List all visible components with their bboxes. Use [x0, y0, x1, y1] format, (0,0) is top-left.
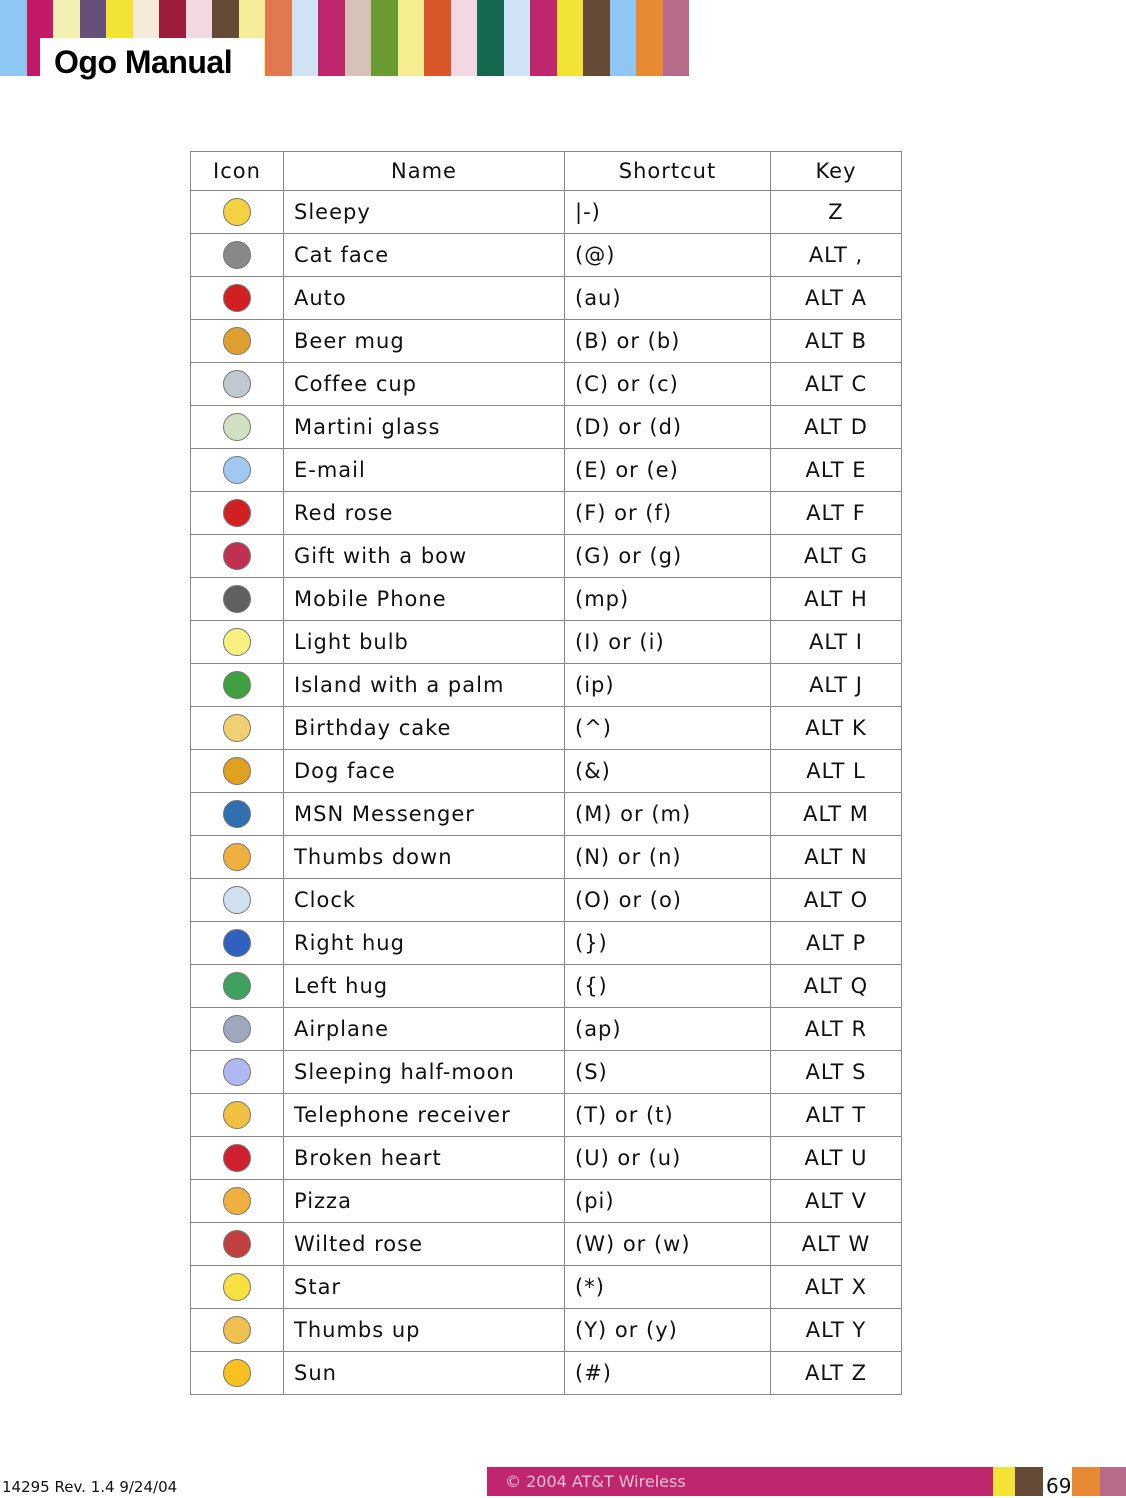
shortcut-cell: (E) or (e) [565, 449, 771, 492]
island-palm-icon [223, 671, 251, 699]
name-cell: Left hug [284, 965, 565, 1008]
airplane-icon [223, 1015, 251, 1043]
footer-stripe [1072, 1467, 1100, 1496]
icon-cell [191, 449, 284, 492]
table-row [191, 793, 902, 836]
name-cell: Coffee cup [284, 363, 565, 406]
color-stripe [557, 0, 584, 76]
table-row [191, 449, 902, 492]
name-cell: Pizza [284, 1180, 565, 1223]
icon-cell [191, 1352, 284, 1395]
key-cell: ALT D [771, 406, 902, 449]
key-cell: ALT V [771, 1180, 902, 1223]
shortcut-cell: (*) [565, 1266, 771, 1309]
emoticon-table [190, 151, 902, 1395]
table-row [191, 836, 902, 879]
key-cell: ALT , [771, 234, 902, 277]
icon-cell [191, 750, 284, 793]
shortcut-cell: (B) or (b) [565, 320, 771, 363]
name-cell: Sleeping half-moon [284, 1051, 565, 1094]
table-row [191, 664, 902, 707]
footer-stripe [993, 1467, 1015, 1496]
table-row [191, 234, 902, 277]
table-row [191, 1051, 902, 1094]
shortcut-cell: (N) or (n) [565, 836, 771, 879]
document-revision: 14295 Rev. 1.4 9/24/04 [2, 1478, 178, 1496]
left-hug-icon [223, 972, 251, 1000]
table-row [191, 535, 902, 578]
icon-cell [191, 578, 284, 621]
half-moon-icon [223, 1058, 251, 1086]
shortcut-cell: (W) or (w) [565, 1223, 771, 1266]
key-cell: ALT Z [771, 1352, 902, 1395]
table-row [191, 1266, 902, 1309]
name-cell: Clock [284, 879, 565, 922]
shortcut-cell: (mp) [565, 578, 771, 621]
shortcut-cell: (ap) [565, 1008, 771, 1051]
table-row [191, 965, 902, 1008]
table-row [191, 1223, 902, 1266]
icon-cell [191, 277, 284, 320]
name-cell: Light bulb [284, 621, 565, 664]
name-cell: Wilted rose [284, 1223, 565, 1266]
clock-icon [223, 886, 251, 914]
color-stripe [504, 0, 531, 76]
shortcut-cell: (#) [565, 1352, 771, 1395]
page-number: 69 [1046, 1474, 1072, 1498]
red-rose-icon [223, 499, 251, 527]
shortcut-cell: (D) or (d) [565, 406, 771, 449]
icon-cell [191, 1137, 284, 1180]
auto-icon [223, 284, 251, 312]
shortcut-cell: ({) [565, 965, 771, 1008]
shortcut-cell: (au) [565, 277, 771, 320]
table-row [191, 750, 902, 793]
name-cell: Island with a palm [284, 664, 565, 707]
shortcut-cell: (^) [565, 707, 771, 750]
name-cell: Sleepy [284, 191, 565, 234]
header-shortcut: Shortcut [565, 152, 771, 191]
icon-cell [191, 1309, 284, 1352]
name-cell: Gift with a bow [284, 535, 565, 578]
icon-cell [191, 191, 284, 234]
table-row [191, 277, 902, 320]
icon-cell [191, 621, 284, 664]
icon-cell [191, 664, 284, 707]
icon-cell [191, 1223, 284, 1266]
telephone-receiver-icon [223, 1101, 251, 1129]
broken-heart-icon [223, 1144, 251, 1172]
icon-cell [191, 922, 284, 965]
mobile-phone-icon [223, 585, 251, 613]
key-cell: ALT P [771, 922, 902, 965]
copyright-bar: © 2004 AT&T Wireless [487, 1467, 993, 1496]
icon-cell [191, 1051, 284, 1094]
key-cell: ALT N [771, 836, 902, 879]
shortcut-cell: (@) [565, 234, 771, 277]
key-cell: ALT Q [771, 965, 902, 1008]
name-cell: Auto [284, 277, 565, 320]
cat-face-icon [223, 241, 251, 269]
key-cell: ALT G [771, 535, 902, 578]
light-bulb-icon [223, 628, 251, 656]
name-cell: Martini glass [284, 406, 565, 449]
key-cell: ALT F [771, 492, 902, 535]
header-key: Key [771, 152, 902, 191]
table-row [191, 320, 902, 363]
key-cell: ALT S [771, 1051, 902, 1094]
shortcut-cell: (&) [565, 750, 771, 793]
shortcut-cell: (G) or (g) [565, 535, 771, 578]
birthday-cake-icon [223, 714, 251, 742]
footer-stripe [1100, 1467, 1126, 1496]
table-row [191, 492, 902, 535]
icon-cell [191, 836, 284, 879]
name-cell: Cat face [284, 234, 565, 277]
name-cell: Sun [284, 1352, 565, 1395]
key-cell: ALT H [771, 578, 902, 621]
key-cell: ALT B [771, 320, 902, 363]
table-row [191, 363, 902, 406]
icon-cell [191, 320, 284, 363]
pizza-icon [223, 1187, 251, 1215]
table-header-row [191, 152, 902, 191]
beer-mug-icon [223, 327, 251, 355]
icon-cell [191, 965, 284, 1008]
color-stripe [477, 0, 504, 76]
wilted-rose-icon [223, 1230, 251, 1258]
name-cell: Thumbs down [284, 836, 565, 879]
shortcut-cell: (F) or (f) [565, 492, 771, 535]
key-cell: ALT T [771, 1094, 902, 1137]
coffee-cup-icon [223, 370, 251, 398]
footer-stripe [1015, 1467, 1043, 1496]
msn-messenger-icon [223, 800, 251, 828]
gift-icon [223, 542, 251, 570]
key-cell: ALT C [771, 363, 902, 406]
icon-cell [191, 492, 284, 535]
table-row [191, 578, 902, 621]
color-stripe [371, 0, 398, 76]
name-cell: Broken heart [284, 1137, 565, 1180]
dog-face-icon [223, 757, 251, 785]
key-cell: ALT U [771, 1137, 902, 1180]
key-cell: ALT A [771, 277, 902, 320]
table-row [191, 406, 902, 449]
name-cell: E-mail [284, 449, 565, 492]
color-stripe [530, 0, 557, 76]
icon-cell [191, 406, 284, 449]
icon-cell [191, 1180, 284, 1223]
shortcut-cell: (I) or (i) [565, 621, 771, 664]
name-cell: Thumbs up [284, 1309, 565, 1352]
table-row [191, 1137, 902, 1180]
key-cell: ALT E [771, 449, 902, 492]
shortcut-cell: (Y) or (y) [565, 1309, 771, 1352]
name-cell: Star [284, 1266, 565, 1309]
icon-cell [191, 707, 284, 750]
name-cell: Red rose [284, 492, 565, 535]
shortcut-cell: (pi) [565, 1180, 771, 1223]
color-stripe [398, 0, 425, 76]
name-cell: MSN Messenger [284, 793, 565, 836]
shortcut-cell: (ip) [565, 664, 771, 707]
icon-cell [191, 234, 284, 277]
key-cell: ALT M [771, 793, 902, 836]
icon-cell [191, 535, 284, 578]
table-row [191, 191, 902, 234]
color-stripe [318, 0, 345, 76]
name-cell: Telephone receiver [284, 1094, 565, 1137]
color-stripe [345, 0, 372, 76]
color-stripe [636, 0, 663, 76]
key-cell: ALT X [771, 1266, 902, 1309]
thumbs-down-icon [223, 843, 251, 871]
shortcut-cell: (}) [565, 922, 771, 965]
star-icon [223, 1273, 251, 1301]
icon-cell [191, 1266, 284, 1309]
color-stripe [0, 0, 27, 76]
shortcut-cell: (S) [565, 1051, 771, 1094]
key-cell: ALT W [771, 1223, 902, 1266]
key-cell: ALT I [771, 621, 902, 664]
header-icon: Icon [191, 152, 284, 191]
icon-cell [191, 363, 284, 406]
table-row [191, 922, 902, 965]
shortcut-cell: |-) [565, 191, 771, 234]
table-row [191, 1094, 902, 1137]
shortcut-cell: (U) or (u) [565, 1137, 771, 1180]
right-hug-icon [223, 929, 251, 957]
martini-glass-icon [223, 413, 251, 441]
key-cell: ALT Y [771, 1309, 902, 1352]
name-cell: Birthday cake [284, 707, 565, 750]
color-stripe [583, 0, 610, 76]
color-stripe [424, 0, 451, 76]
key-cell: ALT L [771, 750, 902, 793]
key-cell: ALT O [771, 879, 902, 922]
sun-icon [223, 1359, 251, 1387]
color-stripe [663, 0, 690, 76]
email-icon [223, 456, 251, 484]
table-row [191, 1352, 902, 1395]
shortcut-cell: (T) or (t) [565, 1094, 771, 1137]
sleepy-icon [223, 198, 251, 226]
icon-cell [191, 1008, 284, 1051]
icon-cell [191, 1094, 284, 1137]
key-cell: ALT J [771, 664, 902, 707]
icon-cell [191, 793, 284, 836]
key-cell: Z [771, 191, 902, 234]
table-row [191, 1309, 902, 1352]
name-cell: Airplane [284, 1008, 565, 1051]
table-row [191, 1180, 902, 1223]
table-row [191, 1008, 902, 1051]
manual-title: Ogo Manual [54, 44, 233, 80]
icon-cell [191, 879, 284, 922]
color-stripe [265, 0, 292, 76]
color-stripe [610, 0, 637, 76]
name-cell: Beer mug [284, 320, 565, 363]
name-cell: Dog face [284, 750, 565, 793]
table-row [191, 879, 902, 922]
table-row [191, 707, 902, 750]
shortcut-cell: (O) or (o) [565, 879, 771, 922]
header-name: Name [284, 152, 565, 191]
table-row [191, 621, 902, 664]
name-cell: Right hug [284, 922, 565, 965]
shortcut-cell: (M) or (m) [565, 793, 771, 836]
color-stripe [451, 0, 478, 76]
shortcut-cell: (C) or (c) [565, 363, 771, 406]
color-stripe [292, 0, 319, 76]
key-cell: ALT K [771, 707, 902, 750]
key-cell: ALT R [771, 1008, 902, 1051]
name-cell: Mobile Phone [284, 578, 565, 621]
thumbs-up-icon [223, 1316, 251, 1344]
